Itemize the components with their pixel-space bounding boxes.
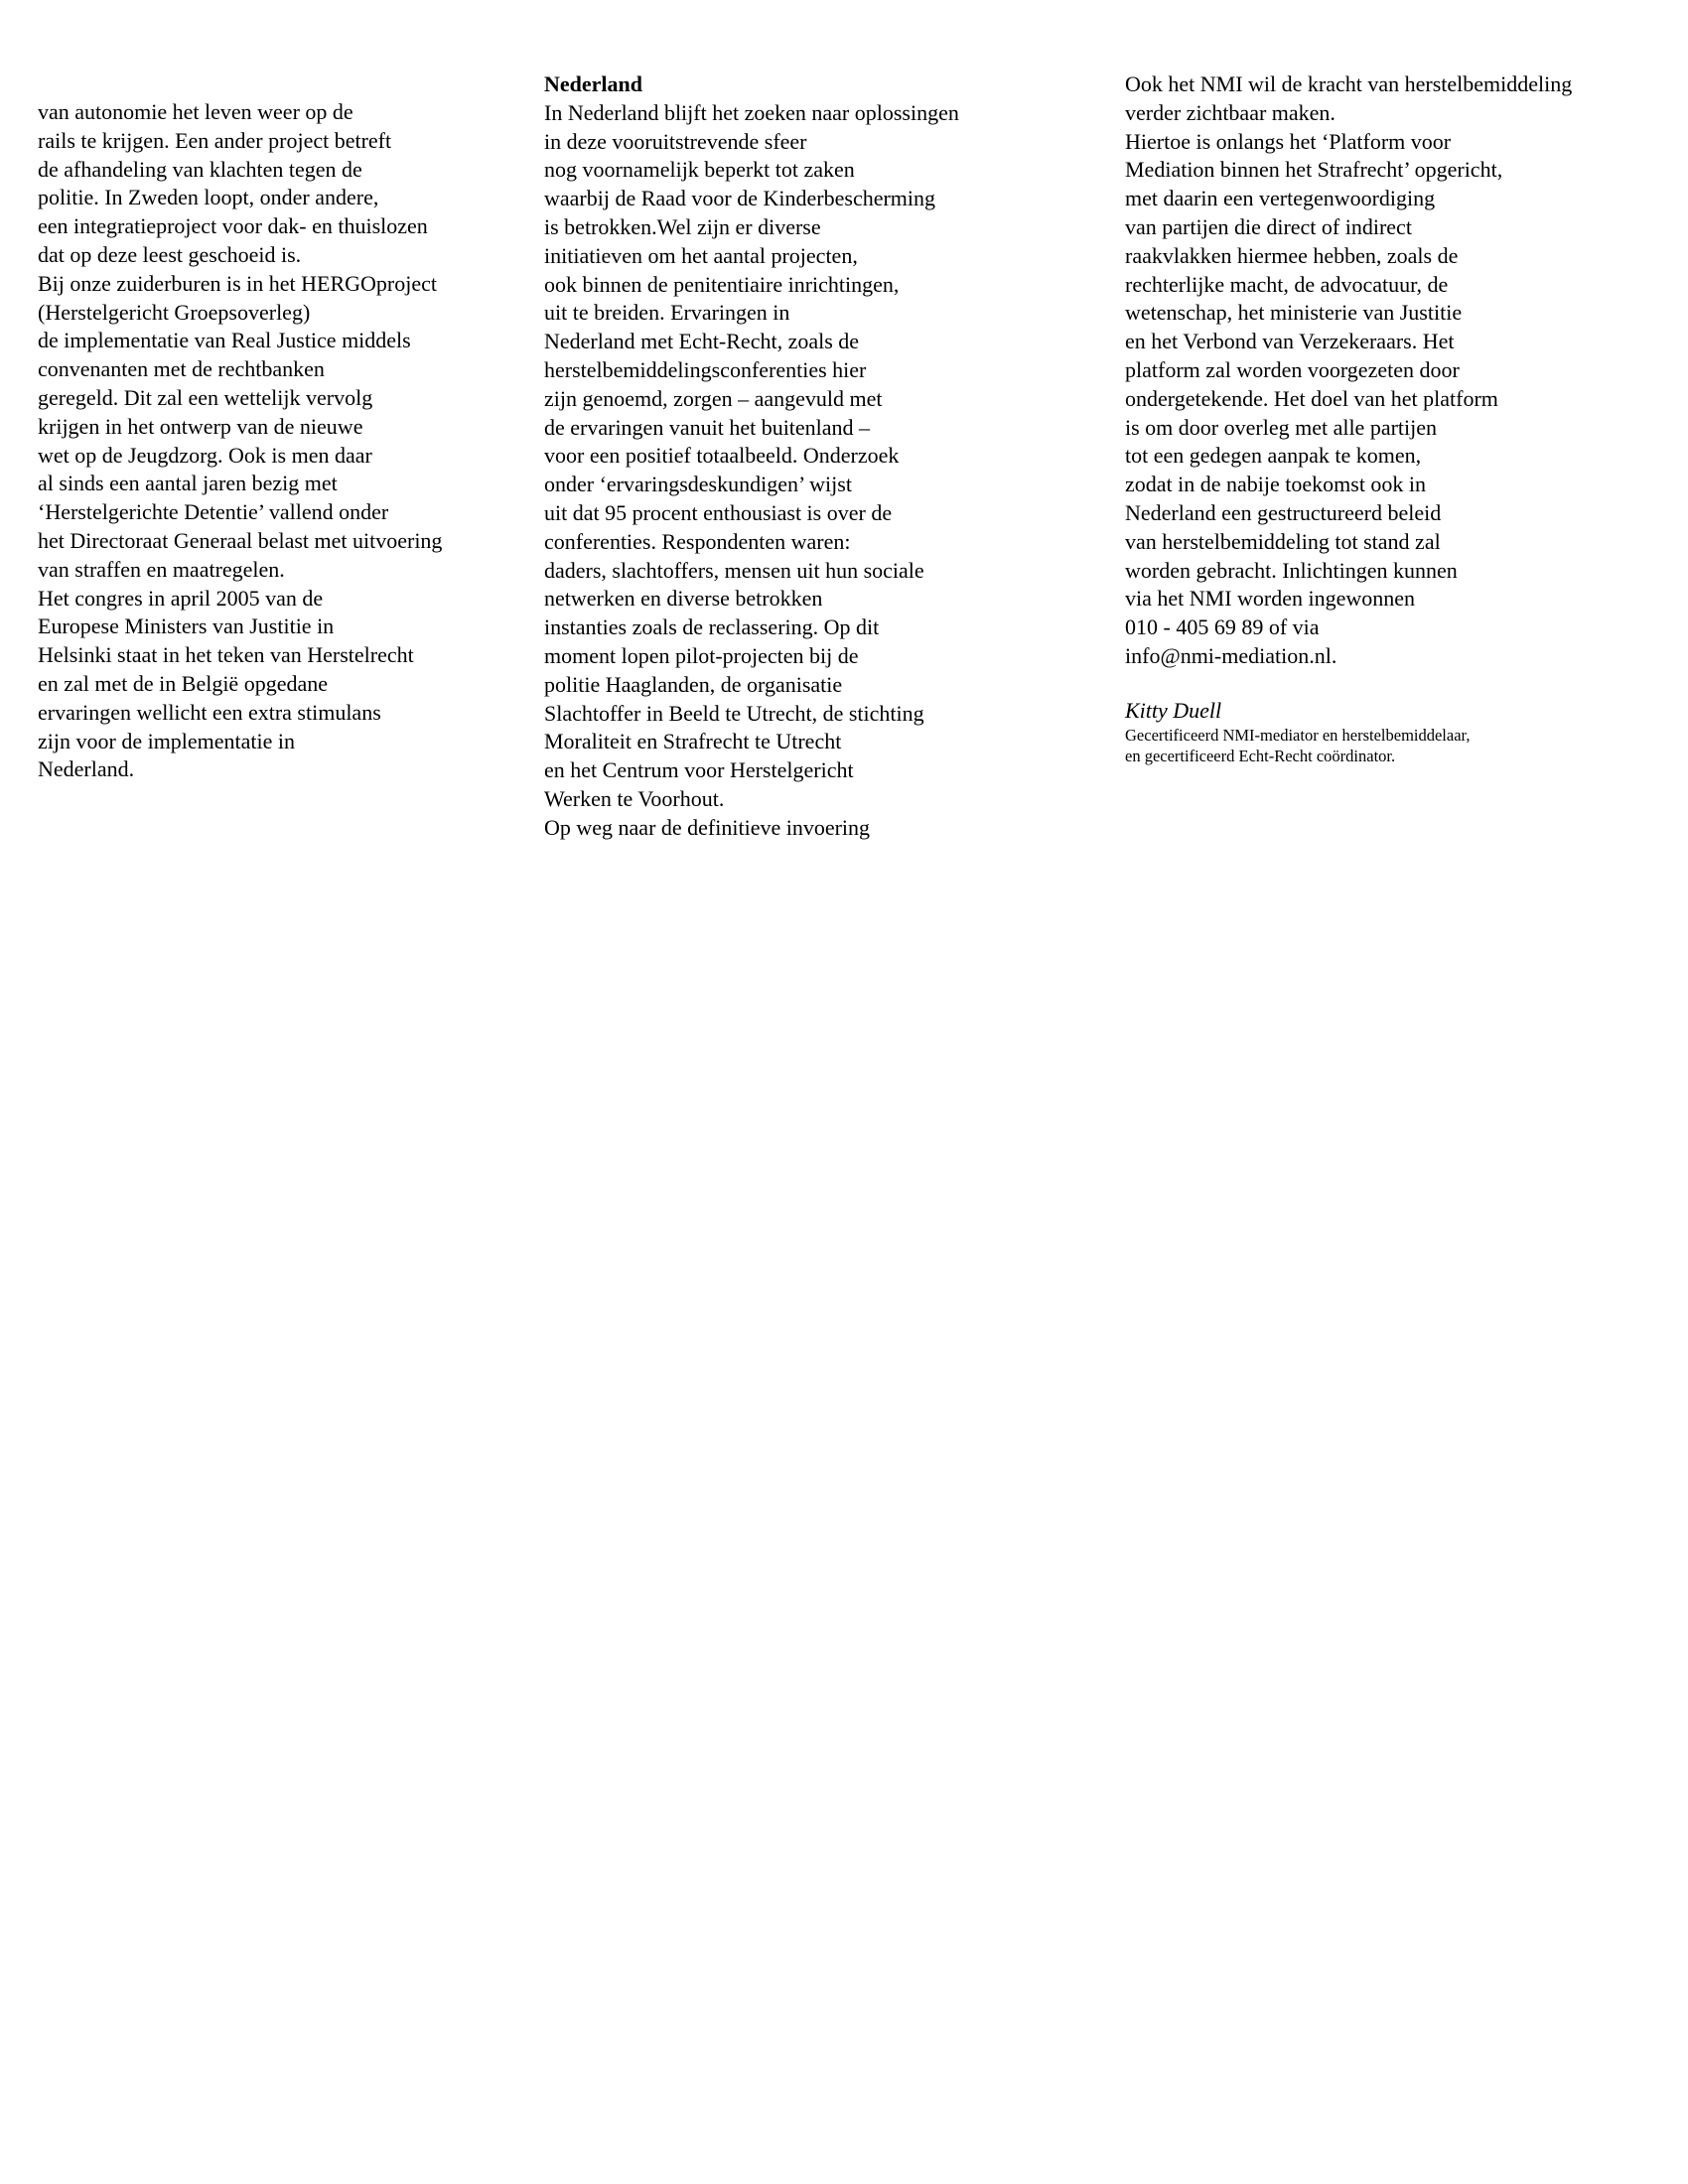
text-line: geregeld. Dit zal een wettelijk vervolg xyxy=(38,384,373,410)
text-line: dat op deze leest geschoeid is. xyxy=(38,241,302,267)
text-line: van partijen die direct of indirect xyxy=(1125,213,1412,239)
text-line: en het Verbond van Verzekeraars. Het xyxy=(1125,329,1455,354)
author-credential: Gecertificeerd NMI-mediator en herstelbemiddelaar, xyxy=(1125,725,1471,745)
text-line: van herstelbemiddeling tot stand zal xyxy=(1125,528,1441,554)
text-line: conferenties. Respondenten waren: xyxy=(544,528,851,554)
text-line: politie. In Zweden loopt, onder andere, xyxy=(38,185,379,210)
text-line: Het congres in april 2005 van de xyxy=(38,585,324,611)
text-line: en het Centrum voor Herstelgericht xyxy=(544,757,854,783)
text-line: politie Haaglanden, de organisatie xyxy=(544,671,843,697)
text-line: Hiertoe is onlangs het ‘Platform voor xyxy=(1125,128,1452,154)
text-line: van autonomie het leven weer op de xyxy=(38,99,353,124)
text-line: raakvlakken hiermee hebben, zoals de xyxy=(1125,242,1459,268)
text-line: onder ‘ervaringsdeskundigen’ wijst xyxy=(544,472,852,497)
text-line: Mediation binnen het Strafrecht’ opgericht, xyxy=(1125,157,1503,183)
text-line: rails te krijgen. Een ander project betreft xyxy=(38,127,392,153)
text-line: het Directoraat Generaal belast met uitvoering xyxy=(38,527,443,553)
text-line: tot een gedegen aanpak te komen, xyxy=(1125,443,1422,469)
text-line: zijn voor de implementatie in xyxy=(38,728,296,753)
text-line: Europese Ministers van Justitie in xyxy=(38,614,335,639)
text-line: Werken te Voorhout. xyxy=(544,785,725,811)
text-line: Bij onze zuiderburen is in het HERGOproject xyxy=(38,270,438,296)
text-line: Helsinki staat in het teken van Herstelrecht xyxy=(38,642,414,668)
text-line: een integratieproject voor dak- en thuislozen xyxy=(38,213,428,239)
text-line: de afhandeling van klachten tegen de xyxy=(38,156,362,182)
text-line: instanties zoals de reclassering. Op dit xyxy=(544,614,880,640)
text-line: ervaringen wellicht een extra stimulans xyxy=(38,699,381,725)
text-line: zijn genoemd, zorgen – aangevuld met xyxy=(544,385,883,411)
text-line: ondergetekende. Het doel van het platform xyxy=(1125,385,1498,411)
text-line: Op weg naar de definitieve invoering xyxy=(544,814,871,840)
text-line: nog voornamelijk beperkt tot zaken xyxy=(544,157,855,183)
text-line: zodat in de nabije toekomst ook in xyxy=(1125,472,1427,497)
text-line: Nederland een gestructureerd beleid xyxy=(1125,499,1442,525)
text-line: Slachtoffer in Beeld te Utrecht, de stichting xyxy=(544,700,924,726)
text-line: Ook het NMI wil de kracht van herstelbemiddeling xyxy=(1125,71,1573,96)
column-left xyxy=(38,98,534,784)
text-line: initiatieven om het aantal projecten, xyxy=(544,242,858,268)
text-line: Nederland. xyxy=(38,756,135,782)
column-right xyxy=(1125,70,1661,766)
text-line: al sinds een aantal jaren bezig met xyxy=(38,471,338,496)
author-signature xyxy=(1125,697,1661,766)
text-line: is betrokken.Wel zijn er diverse xyxy=(544,213,821,239)
author-name: Kitty Duell xyxy=(1125,697,1222,723)
text-line: worden gebracht. Inlichtingen kunnen xyxy=(1125,557,1458,583)
text-line: wet op de Jeugdzorg. Ook is men daar xyxy=(38,442,372,468)
text-line: Moraliteit en Strafrecht te Utrecht xyxy=(544,729,842,754)
text-line: uit dat 95 procent enthousiast is over de xyxy=(544,499,893,525)
section-heading: Nederland xyxy=(544,71,642,96)
text-line: rechterlijke macht, de advocatuur, de xyxy=(1125,271,1449,297)
column-middle xyxy=(544,70,1080,843)
text-line: van straffen en maatregelen. xyxy=(38,556,285,582)
text-line: de ervaringen vanuit het buitenland – xyxy=(544,414,871,440)
text-line: info@nmi-mediation.nl. xyxy=(1125,642,1337,668)
text-line: netwerken en diverse betrokken xyxy=(544,586,823,612)
text-line: Nederland met Echt-Recht, zoals de xyxy=(544,329,860,354)
text-line: uit te breiden. Ervaringen in xyxy=(544,300,790,326)
text-line: ‘Herstelgerichte Detentie’ vallend onder xyxy=(38,499,389,525)
text-line: waarbij de Raad voor de Kinderbescherming xyxy=(544,186,936,211)
text-line: met daarin een vertegenwoordiging xyxy=(1125,186,1436,211)
text-line: 010 - 405 69 89 of via xyxy=(1125,614,1320,640)
text-line: convenanten met de rechtbanken xyxy=(38,356,325,382)
text-line: daders, slachtoffers, mensen uit hun sociale xyxy=(544,557,924,583)
text-line: (Herstelgericht Groepsoverleg) xyxy=(38,299,311,325)
text-line: In Nederland blijft het zoeken naar oplossingen xyxy=(544,99,959,125)
text-line: platform zal worden voorgezeten door xyxy=(1125,356,1460,382)
text-line: voor een positief totaalbeeld. Onderzoek xyxy=(544,443,900,469)
text-line: ook binnen de penitentiaire inrichtingen, xyxy=(544,271,900,297)
text-line: wetenschap, het ministerie van Justitie xyxy=(1125,300,1463,326)
text-line: krijgen in het ontwerp van de nieuwe xyxy=(38,413,363,439)
text-line: herstelbemiddelingsconferenties hier xyxy=(544,356,867,382)
author-credential: en gecertificeerd Echt-Recht coördinator. xyxy=(1125,746,1396,765)
text-line: en zal met de in België opgedane xyxy=(38,670,328,696)
text-line: verder zichtbaar maken. xyxy=(1125,99,1336,125)
text-line: de implementatie van Real Justice middels xyxy=(38,328,411,353)
text-line: in deze vooruitstrevende sfeer xyxy=(544,128,807,154)
text-line: via het NMI worden ingewonnen xyxy=(1125,586,1416,612)
text-line: is om door overleg met alle partijen xyxy=(1125,414,1438,440)
text-line: moment lopen pilot-projecten bij de xyxy=(544,642,859,668)
